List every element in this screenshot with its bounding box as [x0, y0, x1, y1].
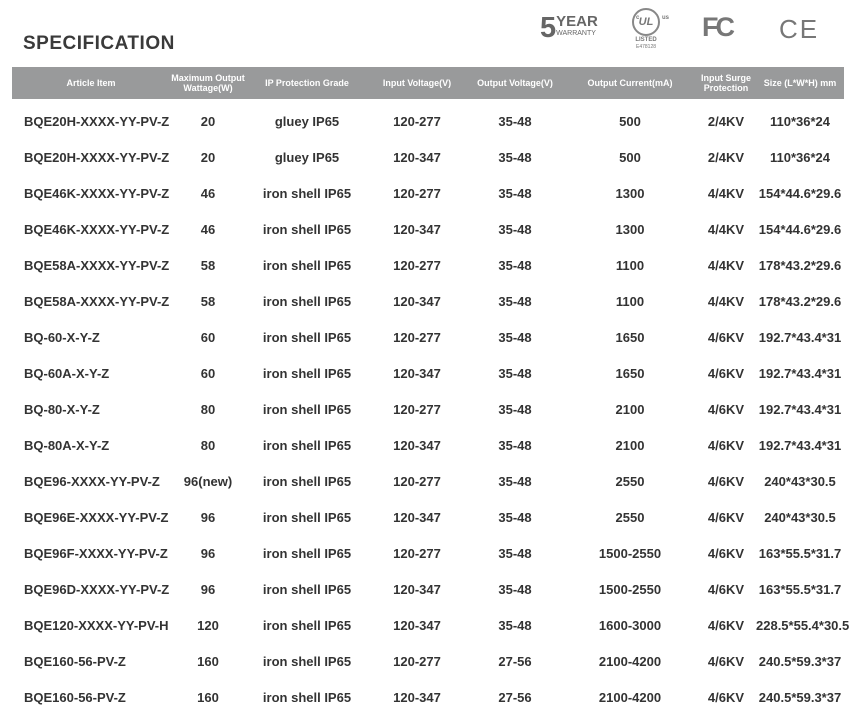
cell-article: BQ-60A-X-Y-Z: [24, 365, 110, 381]
header-input-voltage: Input Voltage(V): [382, 78, 452, 88]
header-ip-grade: IP Protection Grade: [265, 78, 349, 88]
cell-surge: 4/4KV: [707, 185, 745, 201]
cell-output-voltage: 35-48: [498, 473, 532, 489]
cell-size: 192.7*43.4*31: [758, 329, 842, 345]
cell-ip-grade: iron shell IP65: [262, 473, 352, 489]
cell-article: BQ-80A-X-Y-Z: [24, 437, 110, 453]
cell-output-voltage: 35-48: [498, 257, 532, 273]
ul-us-mark: us: [661, 15, 669, 21]
cell-output-voltage: 35-48: [498, 617, 532, 633]
cell-wattage: 80: [200, 401, 216, 417]
ul-ring-icon: [632, 8, 669, 36]
cell-surge: 4/4KV: [707, 257, 745, 273]
cell-ip-grade: iron shell IP65: [262, 653, 352, 669]
cell-article: BQE58A-XXXX-YY-PV-Z: [24, 257, 170, 273]
cell-size: 192.7*43.4*31: [758, 365, 842, 381]
cell-output-voltage: 35-48: [498, 185, 532, 201]
cell-output-voltage: 35-48: [498, 401, 532, 417]
cell-output-voltage: 35-48: [498, 329, 532, 345]
cell-size: 178*43.2*29.6: [758, 257, 842, 273]
cell-wattage: 58: [200, 257, 216, 273]
cell-input-voltage: 120-347: [393, 581, 441, 597]
warranty-text: WARRANTY: [556, 30, 596, 37]
cell-size: 240.5*59.3*37: [758, 653, 842, 669]
header-article: Article Item: [66, 78, 116, 88]
cell-surge: 4/6KV: [707, 545, 745, 561]
cell-input-voltage: 120-277: [393, 185, 441, 201]
ul-mark: UL: [638, 16, 654, 28]
cell-surge: 2/4KV: [707, 149, 745, 165]
cell-ip-grade: iron shell IP65: [262, 437, 352, 453]
table-row: [12, 391, 844, 427]
certification-logos: [0, 8, 863, 58]
table-row: [12, 499, 844, 535]
cell-input-voltage: 120-277: [393, 473, 441, 489]
cell-article: BQE96-XXXX-YY-PV-Z: [24, 473, 160, 489]
cell-surge: 4/6KV: [707, 437, 745, 453]
cell-output-current: 2550: [615, 473, 645, 489]
cell-wattage: 60: [200, 329, 216, 345]
cell-output-current: 1300: [615, 221, 645, 237]
cell-input-voltage: 120-277: [393, 113, 441, 129]
cell-surge: 4/4KV: [707, 221, 745, 237]
table-row: [12, 139, 844, 175]
cell-output-current: 2100-4200: [598, 689, 662, 705]
cell-wattage: 160: [197, 689, 219, 705]
cell-ip-grade: iron shell IP65: [262, 329, 352, 345]
cell-ip-grade: iron shell IP65: [262, 545, 352, 561]
header-surge-line2: Protection: [703, 83, 749, 93]
cell-input-voltage: 120-347: [393, 437, 441, 453]
cell-output-current: 2100: [615, 401, 645, 417]
table-body: [12, 103, 850, 715]
table-row: [12, 463, 844, 499]
cell-article: BQE160-56-PV-Z: [24, 689, 126, 705]
table-header: [12, 67, 844, 99]
cell-wattage: 96(new): [183, 473, 233, 489]
cell-ip-grade: iron shell IP65: [262, 617, 352, 633]
cell-output-current: 1600-3000: [598, 617, 662, 633]
cell-surge: 2/4KV: [707, 113, 745, 129]
cell-wattage: 46: [200, 185, 216, 201]
cell-input-voltage: 120-347: [393, 617, 441, 633]
cell-output-current: 500: [619, 149, 641, 165]
ul-c-mark: c: [636, 15, 640, 21]
cell-wattage: 96: [200, 545, 216, 561]
cell-article: BQE96F-XXXX-YY-PV-Z: [24, 545, 168, 561]
cell-surge: 4/6KV: [707, 473, 745, 489]
cell-output-voltage: 35-48: [498, 581, 532, 597]
cell-output-current: 1100: [615, 293, 645, 309]
ul-listed-logo: [622, 8, 670, 50]
cell-surge: 4/6KV: [707, 365, 745, 381]
cell-article: BQE46K-XXXX-YY-PV-Z: [24, 221, 170, 237]
table-row: [12, 643, 844, 679]
cell-size: 154*44.6*29.6: [758, 221, 842, 237]
cell-ip-grade: iron shell IP65: [262, 257, 352, 273]
cell-output-current: 2100-4200: [598, 653, 662, 669]
header-surge-line1: Input Surge: [701, 73, 751, 83]
cell-output-voltage: 27-56: [498, 689, 532, 705]
ul-listed-text: LISTED: [635, 37, 657, 43]
cell-input-voltage: 120-347: [393, 221, 441, 237]
cell-surge: 4/6KV: [707, 689, 745, 705]
cell-surge: 4/4KV: [707, 293, 745, 309]
cell-size: 154*44.6*29.6: [758, 185, 842, 201]
cell-output-voltage: 35-48: [498, 293, 532, 309]
cell-output-voltage: 35-48: [498, 149, 532, 165]
cell-input-voltage: 120-347: [393, 509, 441, 525]
cell-output-current: 1300: [615, 185, 645, 201]
cell-ip-grade: iron shell IP65: [262, 581, 352, 597]
cell-ip-grade: iron shell IP65: [262, 401, 352, 417]
cell-article: BQE46K-XXXX-YY-PV-Z: [24, 185, 170, 201]
cell-output-voltage: 35-48: [498, 113, 532, 129]
cell-wattage: 46: [200, 221, 216, 237]
cell-input-voltage: 120-277: [393, 257, 441, 273]
cell-wattage: 96: [200, 581, 216, 597]
cell-size: 228.5*55.4*30.5: [756, 617, 850, 633]
cell-article: BQ-80-X-Y-Z: [24, 401, 100, 417]
cell-article: BQE120-XXXX-YY-PV-H: [24, 617, 169, 633]
cell-size: 110*36*24: [769, 149, 830, 165]
cell-size: 178*43.2*29.6: [758, 293, 842, 309]
header-output-voltage: Output Voltage(V): [477, 78, 553, 88]
table-row: [12, 571, 844, 607]
cell-surge: 4/6KV: [707, 581, 745, 597]
cell-article: BQE96D-XXXX-YY-PV-Z: [24, 581, 170, 597]
cell-output-current: 2100: [615, 437, 645, 453]
cell-output-current: 1650: [615, 365, 645, 381]
header-max-output-line1: Maximum Output: [171, 73, 245, 83]
cell-surge: 4/6KV: [707, 653, 745, 669]
specification-table: [12, 67, 850, 715]
cell-output-current: 2550: [615, 509, 645, 525]
cell-article: BQE20H-XXXX-YY-PV-Z: [24, 149, 170, 165]
cell-output-current: 1500-2550: [598, 581, 662, 597]
cell-input-voltage: 120-347: [393, 689, 441, 705]
cell-ip-grade: iron shell IP65: [262, 689, 352, 705]
cell-output-voltage: 35-48: [498, 437, 532, 453]
table-row: [12, 247, 844, 283]
fcc-logo: FC: [702, 12, 732, 42]
header-output-current: Output Current(mA): [587, 78, 673, 88]
cell-ip-grade: iron shell IP65: [262, 365, 352, 381]
cell-article: BQE20H-XXXX-YY-PV-Z: [24, 113, 170, 129]
page-title: SPECIFICATION: [23, 33, 175, 54]
table-row: [12, 427, 844, 463]
warranty-number: 5: [540, 12, 556, 44]
cell-input-voltage: 120-347: [393, 149, 441, 165]
cell-size: 240.5*59.3*37: [758, 689, 842, 705]
cell-input-voltage: 120-277: [393, 401, 441, 417]
table-row: [12, 607, 850, 643]
cell-wattage: 20: [200, 113, 216, 129]
cell-size: 110*36*24: [769, 113, 830, 129]
cell-article: BQE96E-XXXX-YY-PV-Z: [24, 509, 169, 525]
cell-size: 163*55.5*31.7: [758, 581, 842, 597]
header-size: Size (L*W*H) mm: [763, 78, 837, 88]
cell-wattage: 20: [200, 149, 216, 165]
ul-file-number: E478128: [635, 44, 657, 50]
cell-input-voltage: 120-277: [393, 329, 441, 345]
cell-article: BQ-60-X-Y-Z: [24, 329, 100, 345]
cell-ip-grade: iron shell IP65: [262, 293, 352, 309]
cell-ip-grade: gluey IP65: [274, 149, 340, 165]
cell-input-voltage: 120-347: [393, 365, 441, 381]
cell-wattage: 58: [200, 293, 216, 309]
cell-output-current: 1100: [615, 257, 645, 273]
cell-size: 163*55.5*31.7: [758, 545, 842, 561]
cell-size: 240*43*30.5: [764, 509, 836, 525]
table-row: [12, 679, 844, 715]
warranty-year: YEAR: [556, 13, 598, 30]
table-row: [12, 175, 844, 211]
ce-logo: CE: [779, 14, 820, 44]
cell-ip-grade: iron shell IP65: [262, 509, 352, 525]
cell-surge: 4/6KV: [707, 329, 745, 345]
table-row: [12, 535, 844, 571]
cell-surge: 4/6KV: [707, 617, 745, 633]
cell-output-voltage: 35-48: [498, 365, 532, 381]
cell-input-voltage: 120-277: [393, 545, 441, 561]
cell-size: 192.7*43.4*31: [758, 401, 842, 417]
table-row: [12, 355, 844, 391]
cell-input-voltage: 120-347: [393, 293, 441, 309]
cell-surge: 4/6KV: [707, 509, 745, 525]
cell-output-voltage: 35-48: [498, 221, 532, 237]
cell-wattage: 120: [197, 617, 219, 633]
cell-wattage: 60: [200, 365, 216, 381]
header-max-output: [170, 73, 246, 93]
cell-output-voltage: 35-48: [498, 509, 532, 525]
cell-output-current: 1500-2550: [598, 545, 662, 561]
cell-output-current: 500: [619, 113, 641, 129]
five-year-warranty-logo: [540, 14, 598, 42]
header-surge: [696, 73, 756, 93]
cell-wattage: 160: [197, 653, 219, 669]
cell-article: BQE58A-XXXX-YY-PV-Z: [24, 293, 170, 309]
cell-output-current: 1650: [615, 329, 645, 345]
table-row: [12, 211, 844, 247]
cell-ip-grade: gluey IP65: [274, 113, 340, 129]
cell-wattage: 80: [200, 437, 216, 453]
cell-ip-grade: iron shell IP65: [262, 221, 352, 237]
table-row: [12, 103, 844, 139]
cell-output-voltage: 35-48: [498, 545, 532, 561]
table-row: [12, 283, 844, 319]
cell-wattage: 96: [200, 509, 216, 525]
table-row: [12, 319, 844, 355]
cell-article: BQE160-56-PV-Z: [24, 653, 126, 669]
cell-size: 240*43*30.5: [764, 473, 836, 489]
cell-ip-grade: iron shell IP65: [262, 185, 352, 201]
header-max-output-line2: Wattage(W): [183, 83, 233, 93]
cell-size: 192.7*43.4*31: [758, 437, 842, 453]
cell-input-voltage: 120-277: [393, 653, 441, 669]
cell-output-voltage: 27-56: [498, 653, 532, 669]
cell-surge: 4/6KV: [707, 401, 745, 417]
